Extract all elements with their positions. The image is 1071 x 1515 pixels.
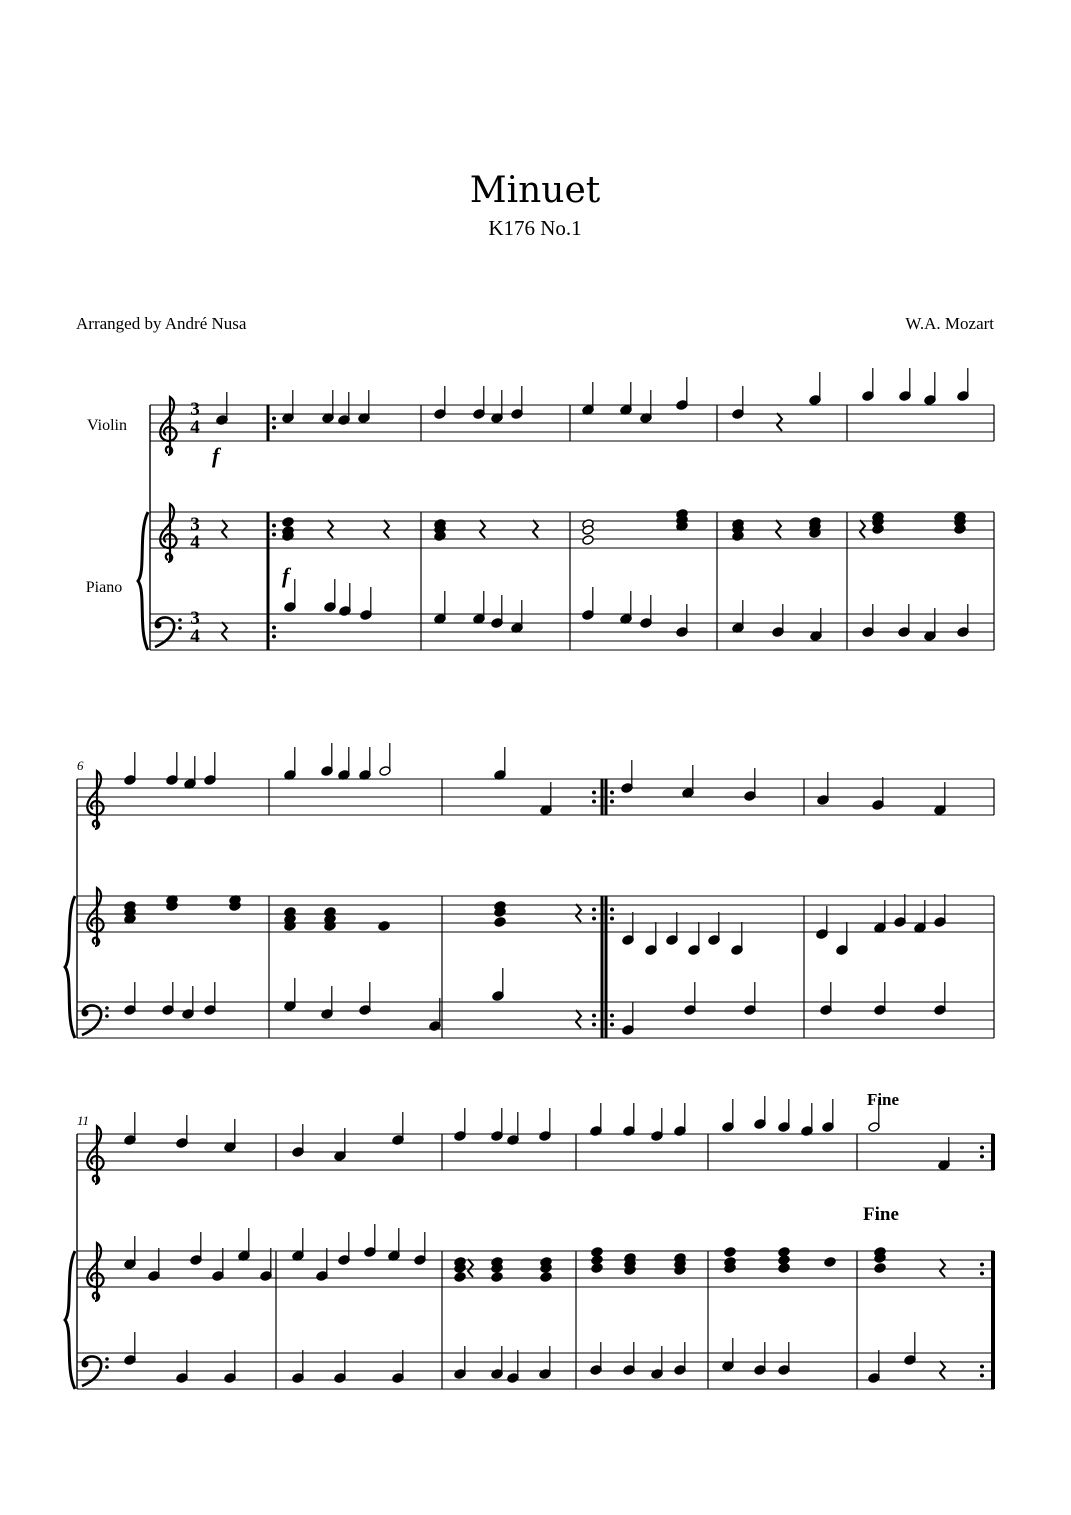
notehead xyxy=(494,917,506,928)
notehead xyxy=(824,1257,836,1268)
system-1-piano-brace xyxy=(138,512,148,650)
notehead xyxy=(454,1272,466,1283)
repeat-dot xyxy=(592,917,596,921)
system-3-piano-bass-clef-dot xyxy=(105,1357,109,1361)
repeat-dot xyxy=(980,1263,984,1267)
repeat-dot xyxy=(272,417,276,421)
repeat-dot xyxy=(980,1365,984,1369)
measure-number-6: 6 xyxy=(77,758,84,773)
quarter-rest xyxy=(576,1010,581,1028)
time-sig-den-piano-lh: 4 xyxy=(190,626,200,647)
notehead xyxy=(724,1247,736,1258)
quarter-rest xyxy=(776,520,781,538)
system-2-piano-bass-clef-dot xyxy=(105,1006,109,1010)
repeat-dot xyxy=(610,1014,614,1018)
system-2-piano-treble-clef xyxy=(87,888,103,946)
music-notation xyxy=(65,368,994,1389)
quarter-rest xyxy=(480,520,485,538)
notehead xyxy=(540,1272,552,1283)
fine-marking-violin: Fine xyxy=(866,1090,900,1109)
quarter-rest xyxy=(384,520,389,538)
system-2-piano-brace xyxy=(65,896,75,1038)
repeat-dot xyxy=(272,626,276,630)
system-3-violin-treble-clef xyxy=(87,1126,103,1184)
system-3-piano-bass-clef-dot xyxy=(105,1365,109,1369)
system-1-violin-treble-clef xyxy=(160,397,176,455)
repeat-dot xyxy=(272,635,276,639)
system-2-violin-treble-clef xyxy=(87,771,103,829)
repeat-dot xyxy=(610,908,614,912)
repeat-dot xyxy=(980,1374,984,1378)
system-1-piano-bass-clef-dot xyxy=(155,622,162,629)
quarter-rest xyxy=(222,520,227,538)
repeat-dot xyxy=(610,917,614,921)
quarter-rest xyxy=(940,1259,945,1277)
system-3-piano-bass-clef-dot xyxy=(82,1361,89,1368)
system-2-piano-bass-clef-dot xyxy=(82,1010,89,1017)
system-2-piano-bass-clef-dot xyxy=(105,1014,109,1018)
quarter-rest xyxy=(860,520,865,538)
system-1-piano-bass-clef-dot xyxy=(178,626,182,630)
quarter-rest xyxy=(222,622,227,640)
notehead xyxy=(582,535,594,546)
fine-marking-piano: Fine xyxy=(863,1204,899,1225)
system-3-piano-treble-clef xyxy=(87,1243,103,1301)
system-1-piano-treble-clef xyxy=(160,504,176,562)
time-sig-den-violin: 4 xyxy=(190,417,200,438)
repeat-dot xyxy=(272,533,276,537)
quarter-rest xyxy=(777,413,782,431)
instrument-label-piano: Piano xyxy=(85,579,123,596)
repeat-dot xyxy=(980,1146,984,1150)
repeat-dot xyxy=(980,1155,984,1159)
dynamic-forte-piano: f xyxy=(282,563,290,588)
quarter-rest xyxy=(533,520,538,538)
repeat-dot xyxy=(610,800,614,804)
repeat-dot xyxy=(272,426,276,430)
quarter-rest xyxy=(468,1259,473,1277)
repeat-dot xyxy=(980,1272,984,1276)
repeat-dot xyxy=(610,1023,614,1027)
notehead xyxy=(491,1272,503,1283)
score-title: Minuet xyxy=(469,170,601,211)
quarter-rest xyxy=(328,520,333,538)
repeat-dot xyxy=(592,1014,596,1018)
repeat-dot xyxy=(592,1023,596,1027)
system-3-piano-brace xyxy=(65,1251,75,1389)
quarter-rest xyxy=(940,1361,945,1379)
score-subtitle: K176 No.1 xyxy=(488,216,582,240)
measure-number-11: 11 xyxy=(77,1113,90,1128)
time-sig-num-piano-rh: 3 xyxy=(190,514,200,535)
composer-credit: W.A. Mozart xyxy=(905,314,994,333)
notehead xyxy=(591,1263,603,1274)
notehead xyxy=(778,1263,790,1274)
repeat-dot xyxy=(592,800,596,804)
dynamic-forte-violin: f xyxy=(212,443,220,468)
repeat-dot xyxy=(592,908,596,912)
time-sig-den-piano-rh: 4 xyxy=(190,532,200,553)
notehead xyxy=(282,517,294,528)
repeat-dot xyxy=(592,791,596,795)
notehead xyxy=(378,921,390,932)
repeat-dot xyxy=(272,524,276,528)
repeat-dot xyxy=(610,791,614,795)
arranger-credit: Arranged by André Nusa xyxy=(76,314,247,333)
time-sig-num-violin: 3 xyxy=(190,399,200,420)
instrument-label-violin: Violin xyxy=(87,417,127,434)
system-1-piano-bass-clef-dot xyxy=(178,618,182,622)
time-sig-num-piano-lh: 3 xyxy=(190,608,200,629)
quarter-rest xyxy=(576,904,581,922)
notehead xyxy=(874,1263,886,1274)
